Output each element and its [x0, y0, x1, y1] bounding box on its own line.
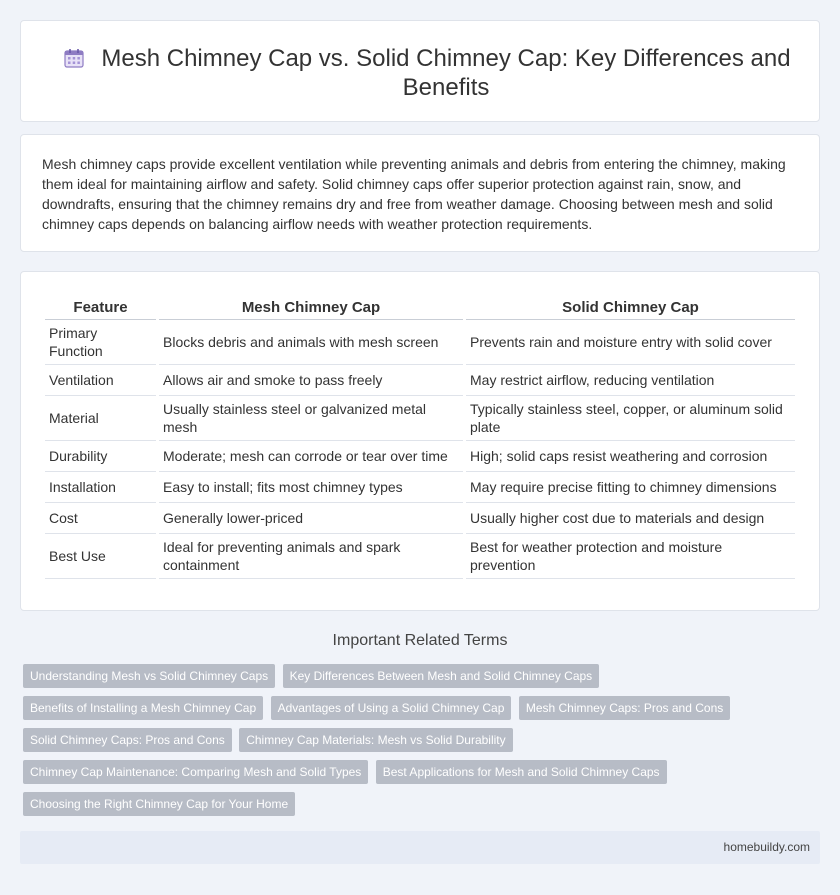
related-terms-list [23, 664, 803, 824]
table-row [45, 503, 795, 534]
table-row [45, 534, 795, 579]
related-term-tag[interactable]: Choosing the Right Chimney Cap for Your Home [23, 792, 295, 816]
table-row [45, 365, 795, 396]
feature-cell: Best Use [45, 534, 156, 579]
comparison-table-card [20, 271, 820, 611]
solid-cell: High; solid caps resist weathering and corrosion [466, 441, 795, 472]
intro-card [20, 134, 820, 252]
solid-cell: Typically stainless steel, copper, or aluminum solid plate [466, 396, 795, 441]
solid-cell: May restrict airflow, reducing ventilation [466, 365, 795, 396]
mesh-cell: Moderate; mesh can corrode or tear over time [159, 441, 463, 472]
solid-cell: May require precise fitting to chimney dimensions [466, 472, 795, 503]
mesh-cell: Blocks debris and animals with mesh screen [159, 320, 463, 365]
related-term-tag[interactable]: Understanding Mesh vs Solid Chimney Caps [23, 664, 275, 688]
solid-cell: Best for weather protection and moisture prevention [466, 534, 795, 579]
solid-cell: Prevents rain and moisture entry with solid cover [466, 320, 795, 365]
table-row [45, 396, 795, 441]
mesh-cell: Generally lower-priced [159, 503, 463, 534]
footer-site-link[interactable]: homebuildy.com [723, 840, 810, 854]
related-terms-heading: Important Related Terms [332, 632, 508, 649]
page-title: Mesh Chimney Cap vs. Solid Chimney Cap: Key Differences and Benefits [101, 45, 791, 101]
solid-cell: Usually higher cost due to materials and design [466, 503, 795, 534]
related-term-tag[interactable]: Chimney Cap Maintenance: Comparing Mesh and Solid Types [23, 760, 368, 784]
mesh-cell: Allows air and smoke to pass freely [159, 365, 463, 396]
mesh-cell: Ideal for preventing animals and spark containment [159, 534, 463, 579]
related-term-tag[interactable]: Key Differences Between Mesh and Solid Chimney Caps [283, 664, 600, 688]
related-term-tag[interactable]: Solid Chimney Caps: Pros and Cons [23, 728, 232, 752]
feature-cell: Cost [45, 503, 156, 534]
mesh-cell: Easy to install; fits most chimney types [159, 472, 463, 503]
table-row [45, 320, 795, 365]
column-header-feature: Feature [45, 296, 156, 320]
feature-cell: Primary Function [45, 320, 156, 365]
table-header-row [45, 296, 795, 320]
intro-paragraph: Mesh chimney caps provide excellent ventilation while preventing animals and debris from entering the chimney, making them ideal for maintaining airflow and safety. Solid chimney caps offer superior protection against rain, snow, and downdrafts, ensuring that the chimney remains dry and free from weather damage. Choosing between mesh and solid chimney caps depends on balancing airflow needs with weather protection requirements. [42, 156, 786, 232]
title-card [20, 20, 820, 122]
feature-cell: Durability [45, 441, 156, 472]
related-term-tag[interactable]: Mesh Chimney Caps: Pros and Cons [519, 696, 730, 720]
related-term-tag[interactable]: Advantages of Using a Solid Chimney Cap [271, 696, 512, 720]
feature-cell: Installation [45, 472, 156, 503]
related-term-tag[interactable]: Benefits of Installing a Mesh Chimney Cap [23, 696, 263, 720]
column-header-solid: Solid Chimney Cap [466, 296, 795, 320]
footer [20, 831, 820, 864]
feature-cell: Material [45, 396, 156, 441]
related-term-tag[interactable]: Chimney Cap Materials: Mesh vs Solid Durability [239, 728, 512, 752]
related-term-tag[interactable]: Best Applications for Mesh and Solid Chimney Caps [376, 760, 667, 784]
mesh-cell: Usually stainless steel or galvanized metal mesh [159, 396, 463, 441]
feature-cell: Ventilation [45, 365, 156, 396]
table-row [45, 441, 795, 472]
column-header-mesh: Mesh Chimney Cap [159, 296, 463, 320]
comparison-table [42, 296, 798, 579]
table-row [45, 472, 795, 503]
